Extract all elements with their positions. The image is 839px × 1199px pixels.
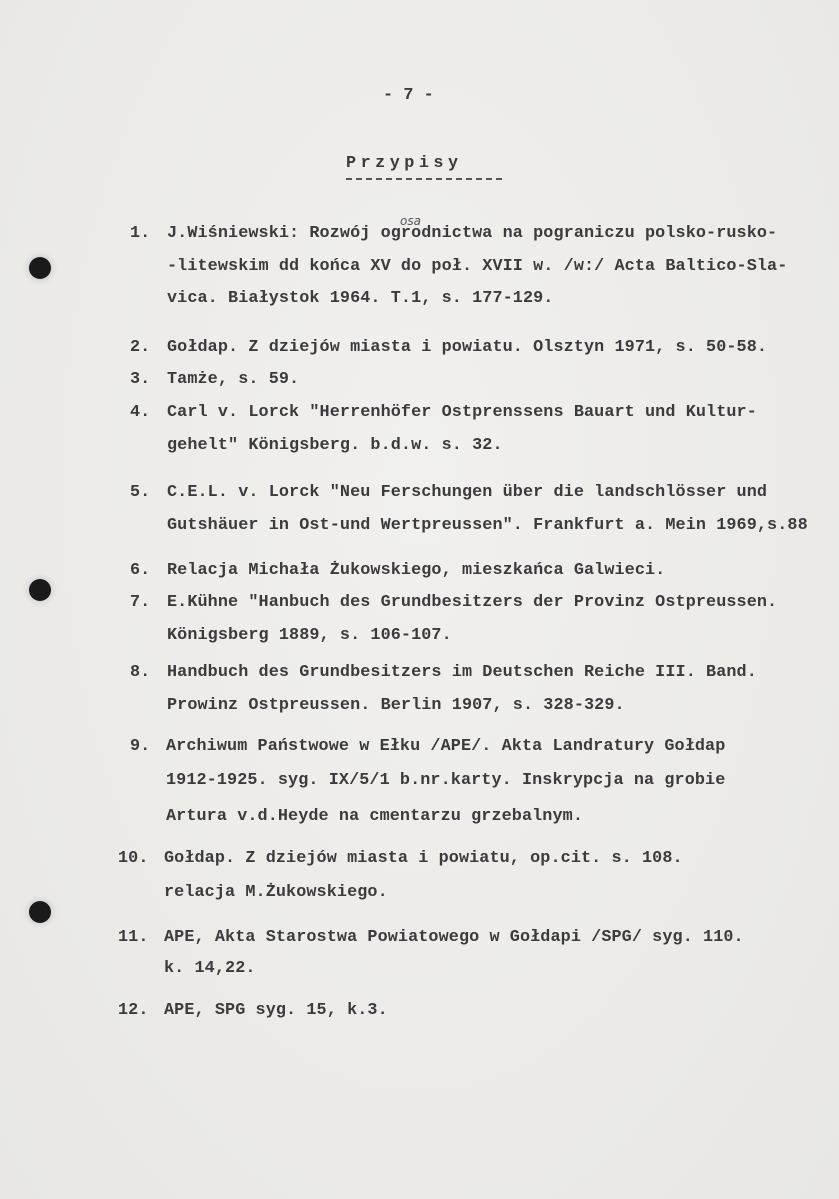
page-title: Przypisy xyxy=(346,154,463,173)
footnote-number: 8. xyxy=(130,663,151,682)
footnote-line: Carl v. Lorck "Herrenhöfer Ostprenssens Bauart und Kultur- xyxy=(167,403,757,422)
footnote-line: Königsberg 1889, s. 106-107. xyxy=(167,626,452,645)
title-underline xyxy=(346,178,502,180)
footnote-number: 6. xyxy=(130,561,151,580)
footnote-line: -litewskim dd końca XV do poł. XVII w. /w:/ Acta Baltico-Sla- xyxy=(167,257,788,276)
page-number: - 7 - xyxy=(383,86,434,105)
footnote-number: 4. xyxy=(130,403,151,422)
footnote-line: APE, Akta Starostwa Powiatowego w Gołdapi /SPG/ syg. 110. xyxy=(164,928,744,947)
footnote-number: 1. xyxy=(130,224,151,243)
footnote-line: vica. Białystok 1964. T.1, s. 177-129. xyxy=(167,289,554,308)
footnote-number: 9. xyxy=(130,737,151,756)
footnote-line: gehelt" Königsberg. b.d.w. s. 32. xyxy=(167,436,503,455)
footnote-number: 7. xyxy=(130,593,151,612)
footnote-line: E.Kühne "Hanbuch des Grundbesitzers der Provinz Ostpreussen. xyxy=(167,593,778,612)
footnote-line: J.Wiśniewski: Rozwój ogrodnictwa na pograniczu polsko-rusko- xyxy=(167,224,778,243)
footnote-line: Gutshäuer in Ost-und Wertpreussen". Frankfurt a. Mein 1969,s.88 xyxy=(167,516,808,535)
footnote-line: Gołdap. Z dziejów miasta i powiatu, op.cit. s. 108. xyxy=(164,849,683,868)
punch-hole xyxy=(29,579,51,601)
footnote-line: Relacja Michała Żukowskiego, mieszkańca Galwieci. xyxy=(167,561,666,580)
footnote-line: Prowinz Ostpreussen. Berlin 1907, s. 328-329. xyxy=(167,696,625,715)
footnote-line: C.E.L. v. Lorck "Neu Ferschungen über die landschlösser und xyxy=(167,483,768,502)
footnote-number: 3. xyxy=(130,370,151,389)
footnote-number: 12. xyxy=(118,1001,149,1020)
footnote-line: k. 14,22. xyxy=(164,959,256,978)
footnote-number: 11. xyxy=(118,928,149,947)
footnote-number: 2. xyxy=(130,338,151,357)
footnote-number: 10. xyxy=(118,849,149,868)
footnote-line: Artura v.d.Heyde na cmentarzu grzebalnym. xyxy=(166,807,583,826)
footnote-line: relacja M.Żukowskiego. xyxy=(164,883,388,902)
footnote-line: APE, SPG syg. 15, k.3. xyxy=(164,1001,388,1020)
footnote-line: Archiwum Państwowe w Ełku /APE/. Akta Landratury Gołdap xyxy=(166,737,726,756)
footnote-number: 5. xyxy=(130,483,151,502)
handwritten-correction: osa xyxy=(400,214,421,228)
footnote-line: Gołdap. Z dziejów miasta i powiatu. Olsztyn 1971, s. 50-58. xyxy=(167,338,768,357)
footnote-line: Handbuch des Grundbesitzers im Deutschen Reiche III. Band. xyxy=(167,663,757,682)
punch-hole xyxy=(29,257,51,279)
footnote-line: 1912-1925. syg. IX/5/1 b.nr.karty. Inskrypcja na grobie xyxy=(166,771,726,790)
footnote-line: Tamże, s. 59. xyxy=(167,370,300,389)
punch-hole xyxy=(29,901,51,923)
